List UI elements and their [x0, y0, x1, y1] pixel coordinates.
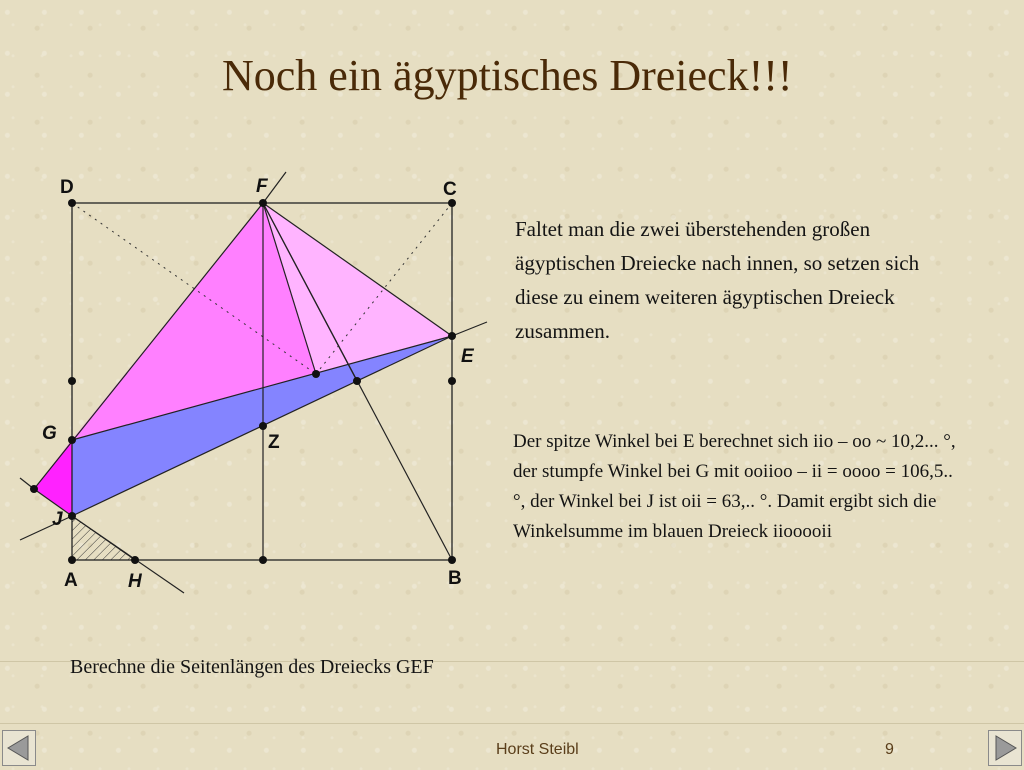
label-c: C — [443, 179, 457, 200]
slide-title: Noch ein ägyptisches Dreieck!!! — [222, 51, 793, 100]
label-h: H — [128, 571, 142, 592]
triangle-right-icon — [989, 731, 1021, 765]
divider-bottom — [0, 723, 1024, 724]
triangle-deep-magenta — [34, 440, 72, 516]
explanation-paragraph: Faltet man die zwei überstehenden großen ägyptischen Dreiecke nach innen, so setzen sich diese zu einem weiteren ägyptischen Dreieck zusammen. — [515, 217, 920, 343]
label-e: E — [461, 346, 474, 367]
line-e-ext — [452, 322, 487, 336]
page-number: 9 — [885, 741, 894, 758]
label-g: G — [42, 423, 57, 444]
task-text: Berechne die Seitenlängen des Dreiecks GEF — [70, 656, 434, 678]
triangle-left-icon — [3, 731, 35, 765]
line-j-ext — [20, 516, 72, 540]
next-slide-button[interactable] — [988, 730, 1022, 766]
label-f: F — [256, 176, 268, 197]
label-b: B — [448, 568, 462, 589]
label-d: D — [60, 177, 74, 198]
label-a: A — [64, 570, 78, 591]
label-z: Z — [268, 432, 280, 453]
angle-paragraph: Der spitze Winkel bei E berechnet sich iio – oo ~ 10,2... °, der stumpfe Winkel bei G mit ooiioo – ii = oooo = 106,5..°, der Winkel bei J ist oii = 63,.. °. Damit ergibt sich die Winkelsumme im blauen Dreieck iiooooii — [513, 431, 956, 542]
footer-author: Horst Steibl — [496, 741, 579, 758]
geometry-diagram — [0, 160, 500, 610]
label-j: J — [52, 509, 63, 530]
previous-slide-button[interactable] — [2, 730, 36, 766]
